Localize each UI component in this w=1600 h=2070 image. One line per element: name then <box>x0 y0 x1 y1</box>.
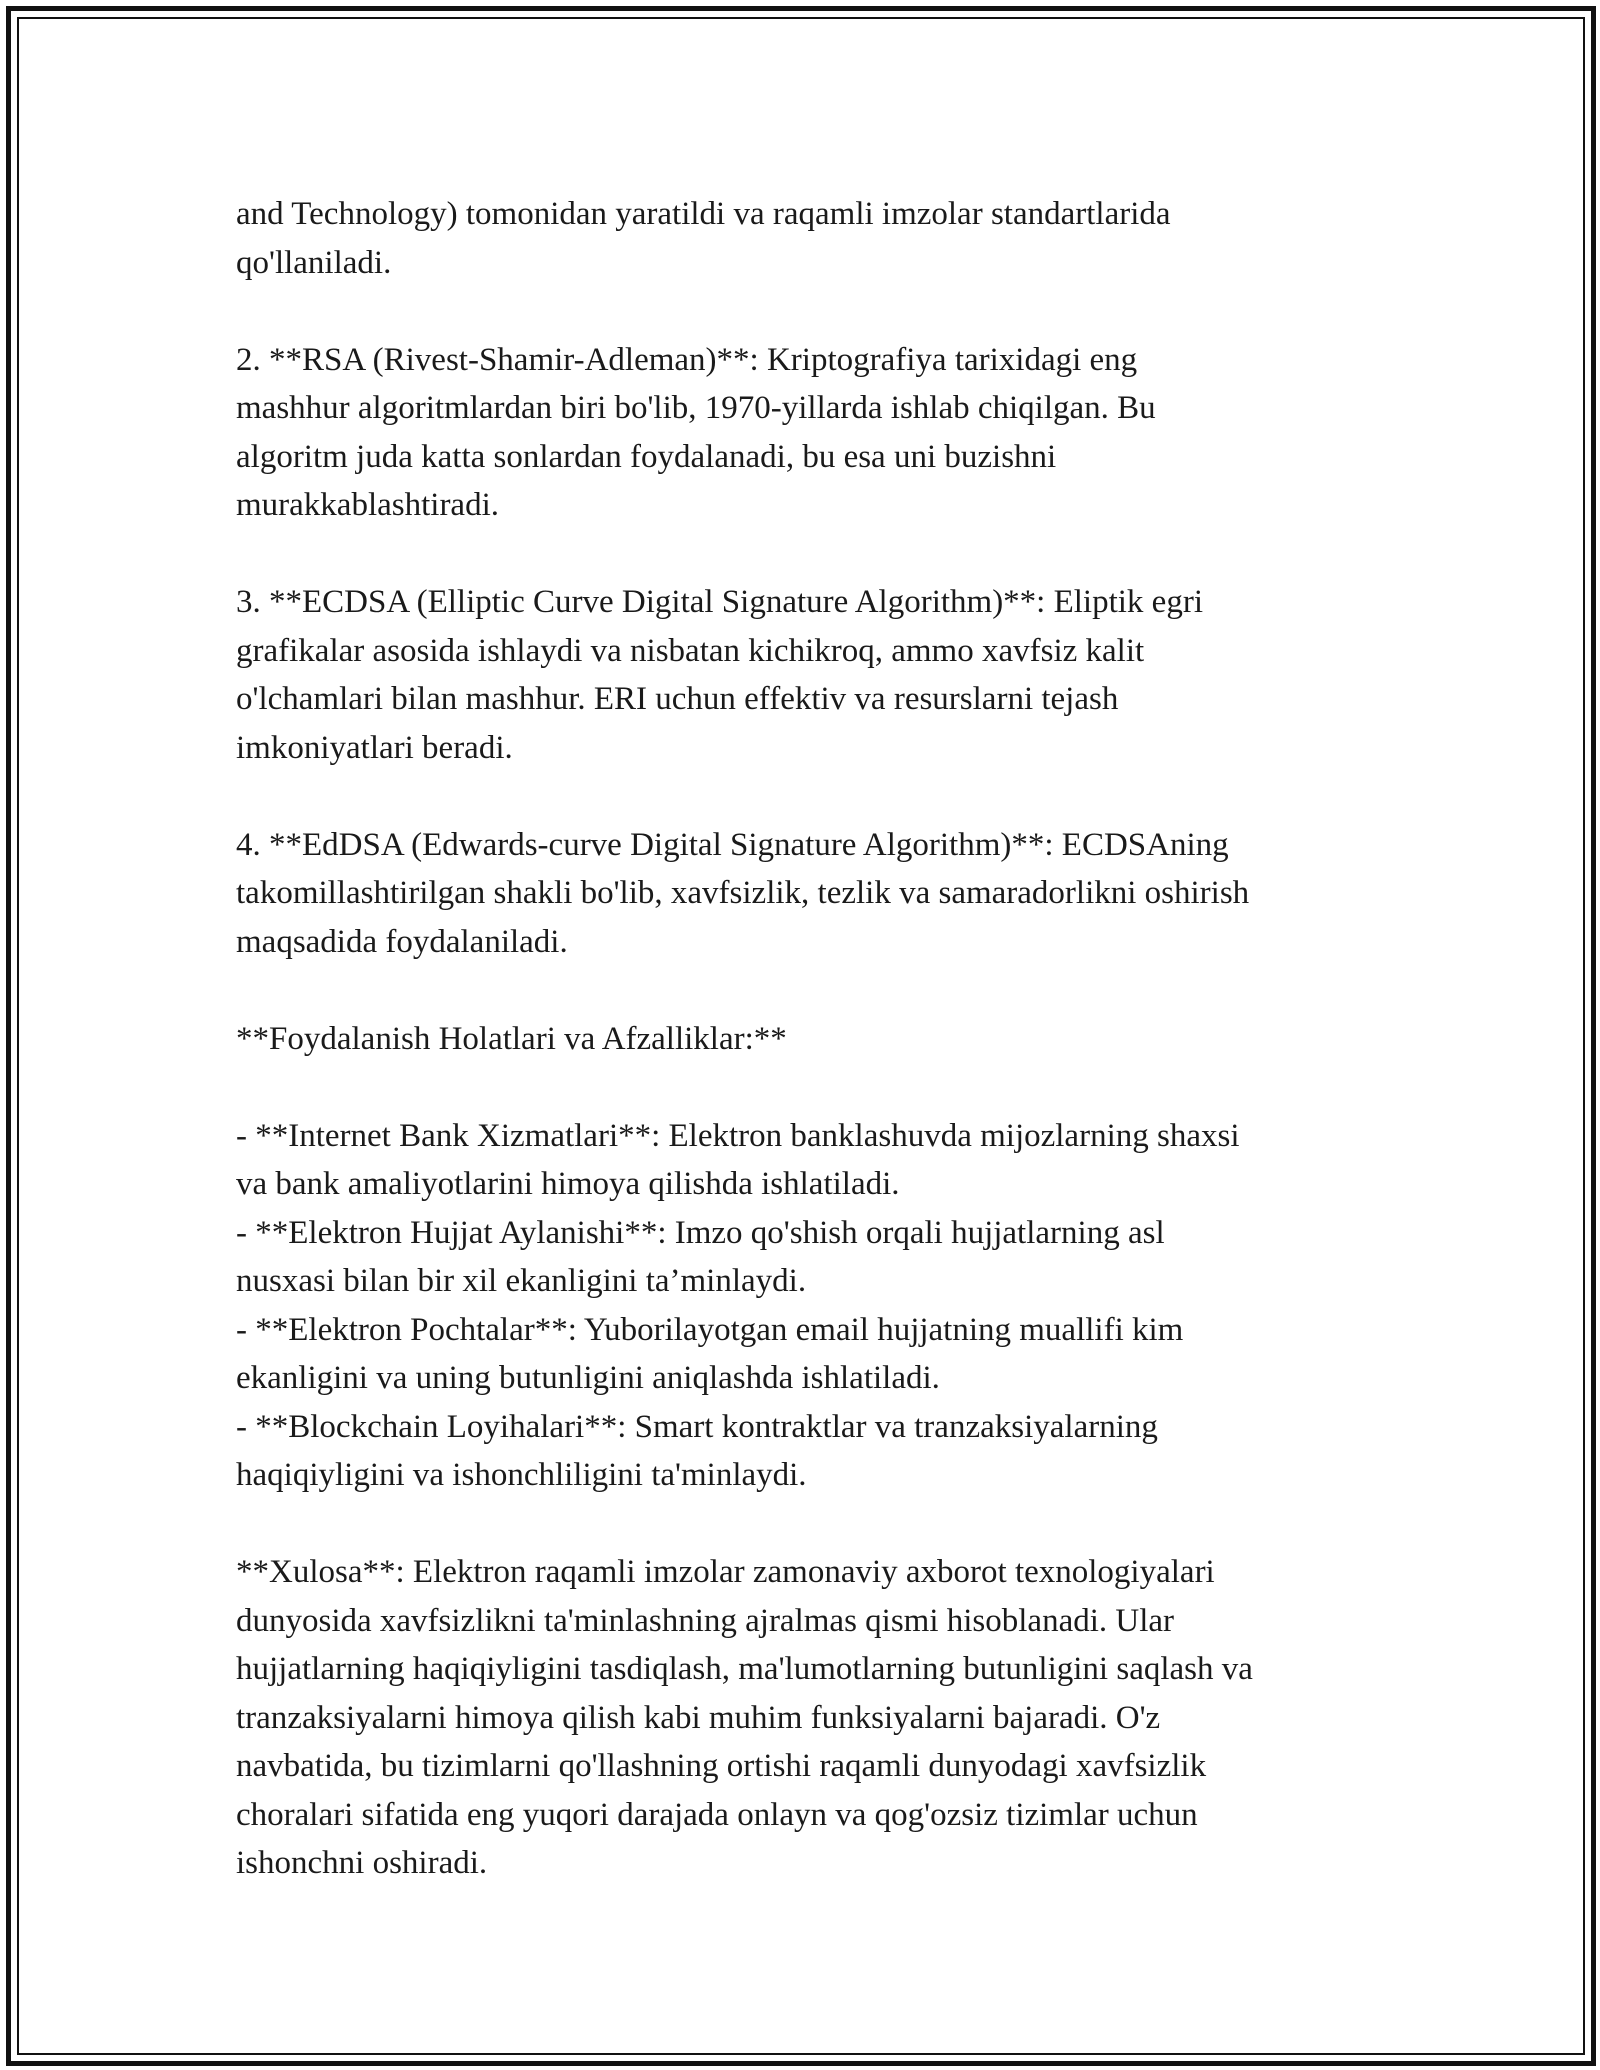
paragraph-ecdsa <box>236 578 1376 772</box>
text-line: imkoniyatlari beradi. <box>236 729 513 766</box>
list-use-cases <box>236 1112 1376 1500</box>
text-line: grafikalar asosida ishlaydi va nisbatan kichikroq, ammo xavfsiz kalit <box>236 632 1145 669</box>
text-line: tranzaksiyalarni himoya qilish kabi muhim funksiyalarni bajaradi. O'z <box>236 1699 1161 1736</box>
list-item-line: - **Internet Bank Xizmatlari**: Elektron banklashuvda mijozlarning shaxsi <box>236 1117 1240 1154</box>
list-item-line: haqiqiyligini va ishonchliligini ta'minlaydi. <box>236 1457 807 1493</box>
list-item-line: - **Blockchain Loyihalari**: Smart kontraktlar va tranzaksiyalarning <box>236 1408 1158 1445</box>
text-line: o'lchamlari bilan mashhur. ERI uchun effektiv va resurslarni tejash <box>236 681 1119 717</box>
text-line: 3. **ECDSA (Elliptic Curve Digital Signature Algorithm)**: Eliptik egri <box>236 584 1203 620</box>
list-item-line: - **Elektron Hujjat Aylanishi**: Imzo qo'shish orqali hujjatlarning asl <box>236 1214 1165 1251</box>
paragraph-spacer <box>236 772 1376 821</box>
list-item-line: - **Elektron Pochtalar**: Yuborilayotgan email hujjatning muallifi kim <box>236 1311 1184 1348</box>
paragraph-spacer <box>236 530 1376 579</box>
text-line: algoritm juda katta sonlardan foydalanadi, bu esa uni buzishni <box>236 438 1057 475</box>
list-item-line: nusxasi bilan bir xil ekanligini ta’minlaydi. <box>236 1263 807 1299</box>
paragraph-spacer <box>236 287 1376 336</box>
text-line: qo'llaniladi. <box>236 244 392 281</box>
paragraph-spacer <box>236 1500 1376 1549</box>
paragraph-rsa <box>236 336 1376 530</box>
text-line: murakkablashtiradi. <box>236 487 500 523</box>
text-line: 2. **RSA (Rivest-Shamir-Adleman)**: Kriptografiya tarixidagi eng <box>236 341 1138 378</box>
list-item-line: va bank amaliyotlarini himoya qilishda ishlatiladi. <box>236 1166 900 1202</box>
text-line: hujjatlarning haqiqiyligini tasdiqlash, ma'lumotlarning butunligini saqlash va <box>236 1651 1253 1687</box>
paragraph-spacer <box>236 966 1376 1015</box>
text-line: and Technology) tomonidan yaratildi va raqamli imzolar standartlarida <box>236 196 1171 232</box>
text-line: navbatida, bu tizimlarni qo'llashning ortishi raqamli dunyodagi xavfsizlik <box>236 1748 1207 1784</box>
paragraph-conclusion <box>236 1548 1376 1888</box>
text-line: **Foydalanish Holatlari va Afzalliklar:** <box>236 1020 787 1057</box>
text-line: mashhur algoritmlardan biri bo'lib, 1970-yillarda ishlab chiqilgan. Bu <box>236 390 1156 426</box>
text-line: 4. **EdDSA (Edwards-curve Digital Signature Algorithm)**: ECDSAning <box>236 826 1229 863</box>
text-line: ishonchni oshiradi. <box>236 1845 488 1881</box>
text-line: choralari sifatida eng yuqori darajada onlayn va qog'ozsiz tizimlar uchun <box>236 1796 1198 1833</box>
text-line: maqsadida foydalaniladi. <box>236 923 568 960</box>
text-line: **Xulosa**: Elektron raqamli imzolar zamonaviy axborot texnologiyalari <box>236 1554 1215 1590</box>
list-item-line: ekanligini va uning butunligini aniqlashda ishlatiladi. <box>236 1360 940 1396</box>
paragraph-spacer <box>236 1063 1376 1112</box>
paragraph-dsa-continuation <box>236 190 1376 287</box>
text-line: dunyosida xavfsizlikni ta'minlashning ajralmas qismi hisoblanadi. Ular <box>236 1602 1175 1639</box>
document-body <box>236 190 1376 1888</box>
section-heading-use-cases <box>236 1015 1376 1064</box>
text-line: takomillashtirilgan shakli bo'lib, xavfsizlik, tezlik va samaradorlikni oshirish <box>236 875 1250 911</box>
paragraph-eddsa <box>236 821 1376 967</box>
